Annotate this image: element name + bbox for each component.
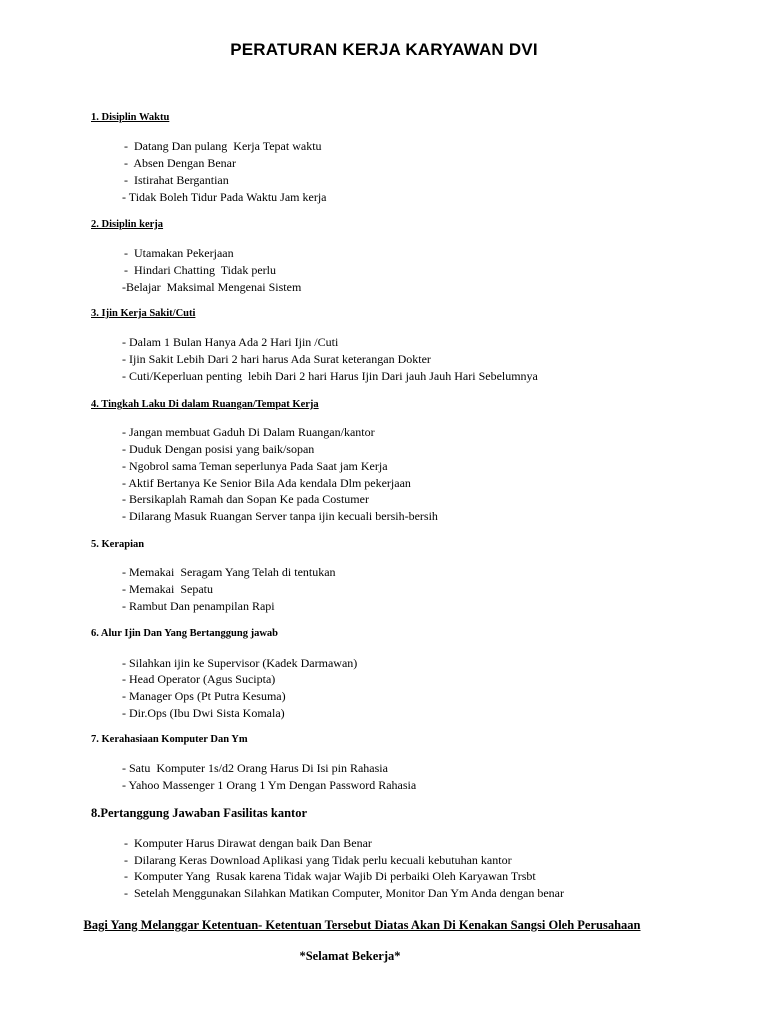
list-item: - Tidak Boleh Tidur Pada Waktu Jam kerja	[122, 190, 327, 204]
section-heading-2: 2. Disiplin kerja	[91, 219, 164, 230]
list-item: - Dalam 1 Bulan Hanya Ada 2 Hari Ijin /Cuti	[122, 335, 339, 349]
list-item: -Belajar Maksimal Mengenai Sistem	[122, 280, 302, 294]
list-item: - Komputer Harus Dirawat dengan baik Dan Benar	[124, 836, 372, 850]
section-heading-8: 8.Pertanggung Jawaban Fasilitas kantor	[91, 806, 307, 820]
list-item: - Ngobrol sama Teman seperlunya Pada Saat jam Kerja	[122, 459, 388, 473]
list-item: - Silahkan ijin ke Supervisor (Kadek Darmawan)	[122, 656, 358, 670]
list-item: - Hindari Chatting Tidak perlu	[124, 263, 276, 277]
list-item: - Memakai Seragam Yang Telah di tentukan	[122, 565, 336, 579]
list-item: - Ijin Sakit Lebih Dari 2 hari harus Ada Surat keterangan Dokter	[122, 352, 431, 366]
list-item: - Dir.Ops (Ibu Dwi Sista Komala)	[122, 706, 285, 720]
list-item: - Rambut Dan penampilan Rapi	[122, 599, 275, 613]
list-item: - Dilarang Keras Download Aplikasi yang Tidak perlu kecuali kebutuhan kantor	[124, 853, 512, 867]
sanction-notice: Bagi Yang Melanggar Ketentuan- Ketentuan Tersebut Diatas Akan Di Kenakan Sangsi Oleh Perusahaan	[83, 918, 641, 932]
section-heading-5: 5. Kerapian	[91, 539, 145, 550]
list-item: - Dilarang Masuk Ruangan Server tanpa ijin kecuali bersih-bersih	[122, 509, 438, 523]
list-item: - Satu Komputer 1s/d2 Orang Harus Di Isi pin Rahasia	[122, 761, 388, 775]
list-item: - Manager Ops (Pt Putra Kesuma)	[122, 689, 286, 703]
list-item: - Head Operator (Agus Sucipta)	[122, 672, 276, 686]
list-item: - Memakai Sepatu	[122, 582, 213, 596]
list-item: - Istirahat Bergantian	[124, 173, 229, 187]
section-heading-4: 4. Tingkah Laku Di dalam Ruangan/Tempat Kerja	[91, 399, 319, 410]
list-item: - Setelah Menggunakan Silahkan Matikan Computer, Monitor Dan Ym Anda dengan benar	[124, 886, 564, 900]
list-item: - Bersikaplah Ramah dan Sopan Ke pada Costumer	[122, 492, 369, 506]
list-item: - Duduk Dengan posisi yang baik/sopan	[122, 442, 315, 456]
list-item: - Datang Dan pulang Kerja Tepat waktu	[124, 139, 322, 153]
list-item: - Cuti/Keperluan penting lebih Dari 2 hari Harus Ijin Dari jauh Jauh Hari Sebelumnya	[122, 369, 538, 383]
list-item: - Aktif Bertanya Ke Senior Bila Ada kendala Dlm pekerjaan	[122, 476, 411, 490]
section-heading-3: 3. Ijin Kerja Sakit/Cuti	[91, 308, 196, 319]
document-title: PERATURAN KERJA KARYAWAN DVI	[230, 40, 538, 59]
closing-greeting: *Selamat Bekerja*	[299, 949, 401, 963]
list-item: - Jangan membuat Gaduh Di Dalam Ruangan/kantor	[122, 425, 375, 439]
list-item: - Absen Dengan Benar	[124, 156, 236, 170]
list-item: - Utamakan Pekerjaan	[124, 246, 234, 260]
list-item: - Yahoo Massenger 1 Orang 1 Ym Dengan Password Rahasia	[122, 778, 417, 792]
list-item: - Komputer Yang Rusak karena Tidak wajar Wajib Di perbaiki Oleh Karyawan Trsbt	[124, 869, 536, 883]
section-heading-6: 6. Alur Ijin Dan Yang Bertanggung jawab	[91, 628, 278, 639]
section-heading-1: 1. Disiplin Waktu	[91, 112, 170, 123]
section-heading-7: 7. Kerahasiaan Komputer Dan Ym	[91, 734, 248, 745]
